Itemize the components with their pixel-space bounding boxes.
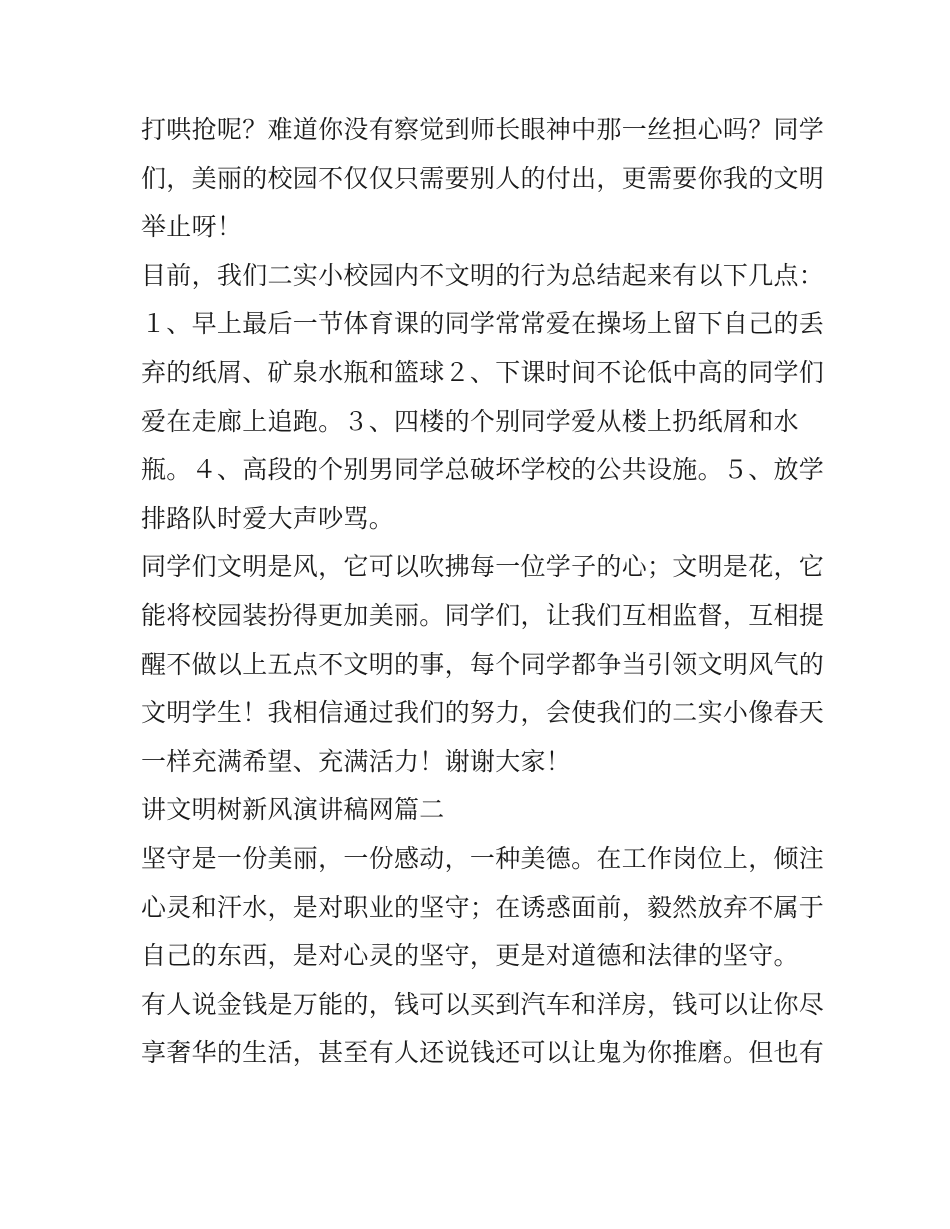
text-line: 爱在走廊上追跑。３、四楼的个别同学爱从楼上扔纸屑和水 bbox=[141, 406, 799, 436]
text-line: 排路队时爱大声吵骂。 bbox=[141, 503, 395, 533]
text-line: 有人说金钱是万能的，钱可以买到汽车和洋房，钱可以让你尽 bbox=[141, 989, 825, 1019]
section-heading: 讲文明树新风演讲稿网篇二 bbox=[141, 795, 445, 825]
document-body bbox=[141, 106, 825, 1078]
text-line: 举止呀！ bbox=[141, 212, 243, 242]
text-line: １、早上最后一节体育课的同学常常爱在操场上留下自己的丢 bbox=[141, 309, 825, 339]
text-line: 能将校园装扮得更加美丽。同学们，让我们互相监督，互相提 bbox=[141, 600, 825, 630]
text-line: 心灵和汗水，是对职业的坚守；在诱惑面前，毅然放弃不属于 bbox=[141, 892, 825, 922]
text-line: 们，美丽的校园不仅仅只需要别人的付出，更需要你我的文明 bbox=[141, 163, 825, 193]
text-line: 目前，我们二实小校园内不文明的行为总结起来有以下几点： bbox=[141, 260, 825, 290]
text-line: 弃的纸屑、矿泉水瓶和篮球２、下课时间不论低中高的同学们 bbox=[141, 357, 825, 387]
text-line: 坚守是一份美丽，一份感动，一种美德。在工作岗位上，倾注 bbox=[141, 843, 825, 873]
text-line: 享奢华的生活，甚至有人还说钱还可以让鬼为你推磨。但也有 bbox=[141, 1038, 825, 1068]
text-line: 醒不做以上五点不文明的事，每个同学都争当引领文明风气的 bbox=[141, 649, 825, 679]
text-line: 打哄抢呢？难道你没有察觉到师长眼神中那一丝担心吗？同学 bbox=[141, 115, 825, 144]
text-line: 瓶。４、高段的个别男同学总破坏学校的公共设施。５、放学 bbox=[141, 455, 825, 485]
text-line: 同学们文明是风，它可以吹拂每一位学子的心；文明是花，它 bbox=[141, 552, 825, 582]
text-line: 自己的东西，是对心灵的坚守，更是对道德和法律的坚守。 bbox=[141, 941, 799, 971]
text-line: 文明学生！我相信通过我们的努力，会使我们的二实小像春天 bbox=[141, 698, 825, 728]
text-line: 一样充满希望、充满活力！谢谢大家！ bbox=[141, 746, 572, 776]
